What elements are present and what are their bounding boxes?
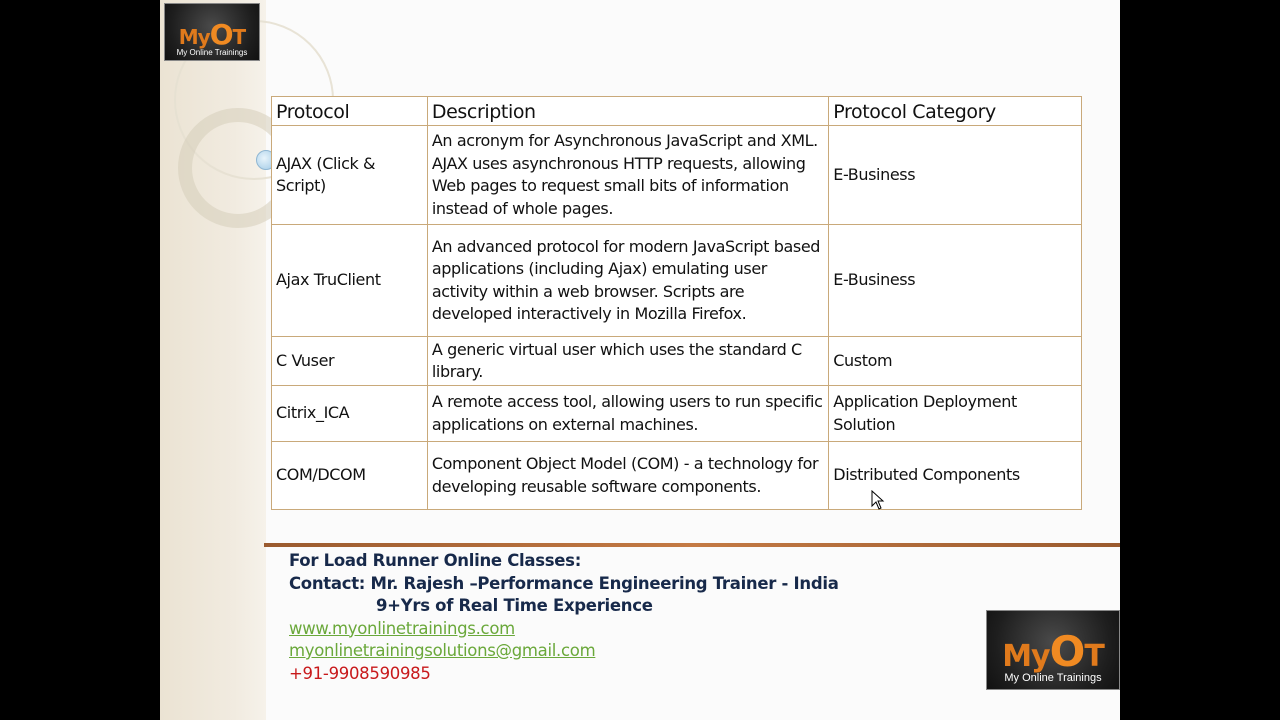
cell-category: Custom	[829, 337, 1082, 386]
contact-block	[289, 550, 839, 685]
website-link[interactable]: www.myonlinetrainings.com	[289, 618, 515, 638]
table-row	[272, 442, 1082, 510]
cell-category: Distributed Components	[829, 442, 1082, 510]
contact-line: Contact: Mr. Rajesh –Performance Engineering Trainer - India	[289, 573, 839, 593]
table-row	[272, 126, 1082, 225]
protocol-table	[271, 96, 1082, 510]
logo-top	[164, 3, 260, 61]
logo-tagline: My Online Trainings	[1004, 672, 1102, 684]
cell-category: E-Business	[829, 126, 1082, 225]
cell-category: Application Deployment Solution	[829, 386, 1082, 442]
cell-category: E-Business	[829, 225, 1082, 337]
left-decorative-band	[160, 0, 266, 720]
email-link[interactable]: myonlinetrainingsolutions@gmail.com	[289, 641, 596, 660]
cell-protocol: Citrix_ICA	[272, 386, 428, 442]
logo-bottom	[986, 610, 1120, 690]
header-protocol-category: Protocol Category	[829, 97, 1082, 126]
cell-protocol: C Vuser	[272, 337, 428, 386]
logo-mark: MyOT	[1002, 627, 1104, 676]
cell-protocol: COM/DCOM	[272, 442, 428, 510]
contact-heading: For Load Runner Online Classes:	[289, 551, 581, 570]
cell-description: A generic virtual user which uses the standard C library.	[427, 337, 828, 386]
cell-description: A remote access tool, allowing users to run specific applications on external machines.	[427, 386, 828, 442]
slide	[160, 0, 1120, 720]
header-protocol: Protocol	[272, 97, 428, 126]
header-description: Description	[427, 97, 828, 126]
phone-number: +91-9908590985	[289, 663, 431, 683]
table-header-row	[272, 97, 1082, 126]
cell-description: An acronym for Asynchronous JavaScript and XML. AJAX uses asynchronous HTTP requests, allowing Web pages to request small bits of information instead of whole pages.	[427, 126, 828, 225]
experience-line: 9+Yrs of Real Time Experience	[376, 596, 653, 615]
cell-description: Component Object Model (COM) - a technology for developing reusable software components.	[427, 442, 828, 510]
cell-protocol: AJAX (Click & Script)	[272, 126, 428, 225]
section-divider	[264, 543, 1120, 547]
table-row	[272, 386, 1082, 442]
logo-mark: MyOT	[178, 18, 246, 51]
cell-description: An advanced protocol for modern JavaScript based applications (including Ajax) emulating user activity within a web browser. Scripts are developed interactively in Mozilla Firefox.	[427, 225, 828, 337]
mouse-cursor-icon	[871, 490, 885, 510]
table-row	[272, 225, 1082, 337]
table-row	[272, 337, 1082, 386]
cell-protocol: Ajax TruClient	[272, 225, 428, 337]
logo-tagline: My Online Trainings	[176, 48, 248, 57]
